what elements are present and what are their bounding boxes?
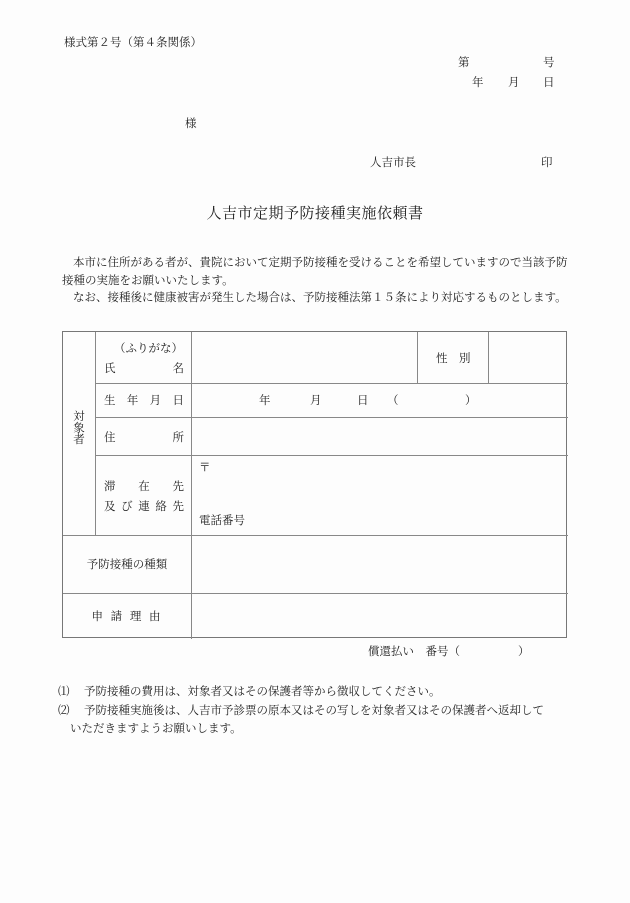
paragraph-2-text: なお、接種後に健康被害が発生した場合は、予防接種法第１５条により対応するものとします。 [73,290,567,304]
stay-label-char: 滞 [104,479,116,493]
document-title: 人吉市定期予防接種実施依頼書 [206,204,424,222]
col-divider [95,332,96,535]
stay-label-char: 先 [172,479,184,493]
addressee-suffix: 様 [185,116,197,130]
form-number: 様式第２号（第４条関係） [64,35,202,49]
address-label-left: 住 [104,430,116,444]
note-number: ⑴ [58,684,70,698]
stay-label-char: 在 [138,479,150,493]
date-day-label: 日 [543,75,555,89]
birth-year-unit: 年 [259,393,271,407]
reason-field[interactable] [192,594,567,638]
stay-label-char: 先 [172,499,184,513]
issuer: 人吉市長 [370,155,416,169]
stay-label-line2 [104,498,184,514]
seal-mark: 印 [541,155,553,169]
vaccine-type-label: 予防接種の種類 [86,557,168,571]
name-label-right: 名 [172,361,184,375]
reimbursement-number [368,643,530,659]
name-label-left: 氏 [104,361,116,375]
birth-label-char: 日 [172,393,184,407]
furigana-label: （ふりがな） [114,341,183,355]
stay-contact-field[interactable] [192,456,567,534]
col-divider [417,332,418,383]
date-month-label: 月 [508,75,520,89]
note-2 [58,701,578,737]
birthdate-label [104,392,184,408]
stay-label-line1 [104,478,184,494]
address-field[interactable] [192,418,567,454]
sex-label: 性 別 [436,351,471,365]
birth-month-unit: 月 [310,393,322,407]
body-paragraph-1 [62,254,572,289]
phone-label: 電話番号 [199,513,245,527]
reimbursement-label: 償還払い 番号（ [368,644,460,658]
stay-label-char: 及 [104,499,116,513]
note-text: 予防接種の費用は、対象者又はその保護者等から徴収してください。 [84,684,441,698]
address-label [104,429,184,445]
postal-mark-icon: 〒 [199,460,211,474]
reimbursement-close: ） [518,644,530,658]
stay-label-char: 絡 [155,499,167,513]
note-1 [58,682,578,700]
name-label [104,360,184,376]
application-table [62,331,567,638]
age-paren-close: ） [465,393,477,407]
date-year-label: 年 [472,75,484,89]
note-text: 予防接種実施後は、人吉市予診票の原本又はその写しを対象者又はその保護者へ返却して [84,703,544,717]
paragraph-1-text: 本市に住所がある者が、貴院において定期予防接種を受けることを希望していますので当該予防接種の実施をお願いいたします。 [62,255,568,287]
stay-label-char: び [121,499,133,513]
doc-number-prefix: 第 [458,55,470,69]
sex-field[interactable] [489,333,566,382]
vaccine-type-field[interactable] [192,536,567,592]
body-paragraph-2 [62,289,572,307]
reason-label: 申 請 理 由 [91,609,163,623]
note-number: ⑵ [58,703,70,717]
birth-day-unit: 日 [357,393,369,407]
birthdate-field[interactable] [192,384,567,416]
birth-label-char: 月 [149,393,162,407]
address-label-right: 所 [172,430,184,444]
name-field[interactable] [192,333,416,382]
birth-label-char: 生 [104,393,116,407]
stay-label-char: 連 [138,499,150,513]
doc-number-suffix: 号 [543,55,555,69]
note-text-continued: いただきますようお願いします。 [70,721,242,735]
age-paren-open: （ [387,393,399,407]
birth-label-char: 年 [126,393,139,407]
subject-group-label: 対象者 [72,410,86,445]
